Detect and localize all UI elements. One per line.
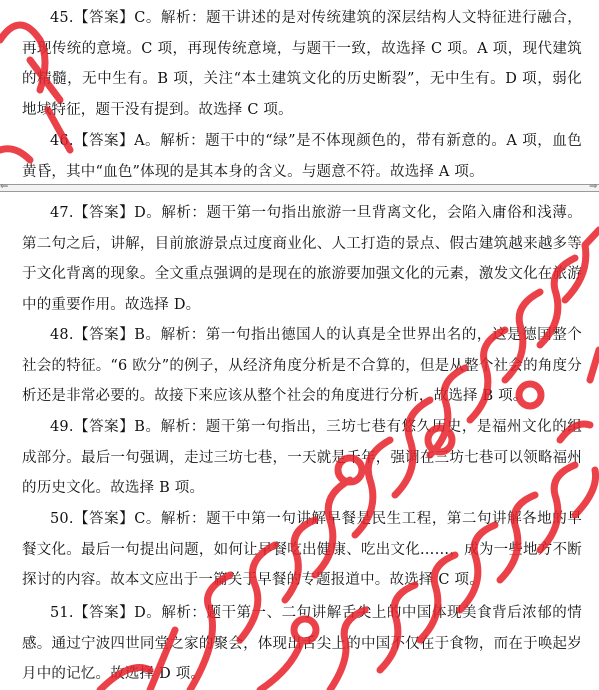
- text-line: 50.【答案】C。解析：题干中第一句讲解早餐是民生工程，第二句讲解各地的早餐文化。: [22, 511, 582, 558]
- text-line: 48.【答案】B。解析：第一句指出德国人的认真是全世界出名的，这是德国整个社会的: [22, 327, 582, 374]
- answer-paragraph-48: [22, 320, 582, 412]
- text-line: 中生有。B 项，关注“本土建筑文化的历史断裂”，无中生有。D 项，弱化地域特征，题干没: [22, 71, 583, 118]
- text-line: 有提到。故选择 C 项。: [139, 101, 293, 118]
- text-line: 45.【答案】C。解析：题干讲述的是对传统建筑的深层结构人文特征进行融合，再现传: [22, 10, 582, 57]
- answer-paragraph-51: [22, 598, 582, 690]
- text-line: 故选择 D 项。: [110, 666, 206, 682]
- answer-paragraph-45: [22, 3, 582, 125]
- watermark-stroke: [590, 350, 599, 380]
- page-break-separator: [0, 181, 599, 192]
- text-line: 49.【答案】B。解析：题干第一句指出，三坊七巷有悠久历史，是福州文化的组成部分。: [22, 419, 582, 466]
- text-line: 的现象。全文重点强调的是现在的旅游要加强文化的元素，激发文化在旅游中的重要作用。: [22, 266, 582, 313]
- text-line: 46.【答案】A。解析：题干中的“绿”是不体现颜色的，带有新意的。A 项，血色黄: [22, 133, 582, 180]
- text-line: 最后一句强调，走过三坊七巷，一天就是千年，强调在三坊七巷可以领略福州的历史文化。: [22, 449, 582, 496]
- answer-paragraph-50: [22, 504, 582, 596]
- page-break-left-handle-icon[interactable]: ⇐: [0, 181, 9, 192]
- answer-paragraph-47: [22, 198, 582, 320]
- text-line: 昏，其中“血色”体现的是其本身的含义。与题意不符。故选择 A 项。: [36, 163, 484, 180]
- text-line: 统的意境。C 项，再现传统意境，与题干一致，故选择 C 项。A 项，现代建筑的精髓，无: [22, 40, 582, 87]
- answer-paragraph-46: [22, 126, 582, 187]
- text-line: 51.【答案】D。解析：题干第一、二句讲解舌尖上的中国体现美食背后浓郁的情感。通: [22, 605, 582, 652]
- text-line: 47.【答案】D。解析：题干第一句指出旅游一旦背离文化，会陷入庸俗和浅薄。第二句: [22, 205, 582, 252]
- text-line: 常必要的。故接下来应该从整个社会的角度进行分析，故选择 B 项。: [80, 388, 528, 404]
- answer-paragraph-49: [22, 412, 582, 504]
- page-break-right-handle-icon[interactable]: ⇒: [589, 181, 598, 192]
- text-line: 故选择 B 项。: [110, 480, 205, 496]
- text-line: 最后一句提出问题，如何让早餐吃出健康、吃出文化……，成为一些地方不断探讨的内容。: [22, 541, 582, 588]
- text-line: 故选择 D。: [124, 296, 201, 313]
- text-line: 故本文应出于一篇关于早餐的专题报道中。故选择 C 项。: [110, 572, 484, 588]
- text-line: 特征。“6 欧分”的例子，从经济角度分析是不合算的，但是从整个社会的角度分析还是非: [22, 357, 582, 404]
- text-line: 过宁波四世同堂之家的聚会，体现出舌尖上的中国不仅在于食物，而在于唤起岁月中的记忆。: [22, 635, 582, 682]
- text-line: 之后，讲解，目前旅游景点过度商业化、人工打造的景点、假古建筑越来越多等于文化背离: [22, 235, 582, 282]
